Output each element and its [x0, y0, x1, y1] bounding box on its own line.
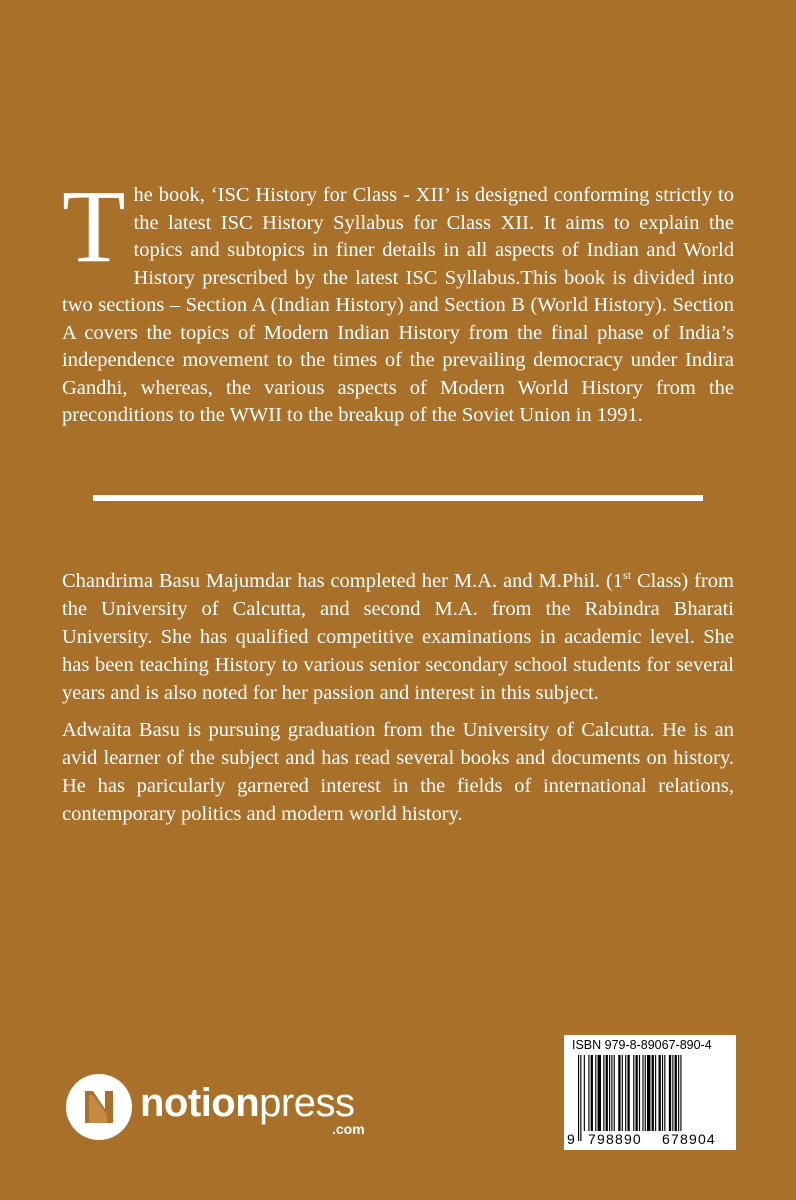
isbn-digits-right: 678904 — [662, 1131, 716, 1147]
barcode-bar — [611, 1055, 612, 1131]
barcode-bar — [675, 1055, 677, 1131]
barcode-bar — [642, 1055, 643, 1131]
barcode-bar — [664, 1055, 665, 1131]
publisher-name-bold: notion — [140, 1081, 260, 1125]
book-blurb — [62, 169, 734, 430]
isbn-label: ISBN 979-8-89067-890-4 — [572, 1038, 712, 1052]
barcode-bar — [652, 1055, 654, 1131]
barcode-bar — [627, 1055, 629, 1141]
barcode-bar — [662, 1055, 663, 1131]
notionpress-n-icon — [66, 1074, 132, 1140]
isbn-digits — [564, 1131, 736, 1149]
barcode-bar — [588, 1055, 589, 1131]
barcode-bar — [680, 1055, 681, 1141]
publisher-logo — [66, 1071, 365, 1143]
author-bio-chandrima — [62, 567, 734, 707]
publisher-name — [140, 1083, 354, 1123]
barcode-bar — [603, 1055, 604, 1131]
isbn-digits-left: 798890 — [588, 1131, 642, 1147]
barcode-bar — [595, 1055, 596, 1131]
bio1-superscript: st — [623, 568, 632, 583]
barcode-bar — [625, 1055, 626, 1131]
section-divider — [93, 495, 703, 501]
barcode-bar — [622, 1055, 623, 1131]
barcode-bar — [606, 1055, 608, 1131]
barcode-bar — [647, 1055, 650, 1131]
author-bio-adwaita: Adwaita Basu is pursuing graduation from the University of Calcutta. He is an avid learner of the subject and has read several books and documents on history. He has paricularly garnered interest in the fields of international relations, contemporary politics and modern world history. — [62, 719, 734, 825]
barcode-bar — [659, 1055, 661, 1131]
barcode-bar — [639, 1055, 640, 1131]
bio1-text-start: Chandrima Basu Majumdar has completed her M.A. and M.Phil. (1 — [62, 570, 624, 592]
isbn-digit-first: 9 — [567, 1131, 575, 1147]
barcode-bar — [672, 1055, 673, 1131]
barcode-bar — [591, 1055, 593, 1131]
barcode-bar — [633, 1055, 634, 1141]
isbn-barcode-box — [564, 1035, 736, 1150]
publisher-domain: .com — [332, 1121, 365, 1137]
barcode-bar — [645, 1055, 646, 1131]
barcode-bar — [636, 1055, 638, 1131]
barcode — [578, 1055, 728, 1141]
bio1-text-end: Class) from the University of Calcutta, and second M.A. from the Rabindra Bharati University. She has qualified competitive examinations in academic level. She has been teaching History to various senior secondary school students for several years and is also noted for her passion and interest in this subject. — [62, 570, 734, 704]
barcode-bar — [609, 1055, 610, 1131]
barcode-bar — [618, 1055, 620, 1131]
barcode-bar — [598, 1055, 601, 1131]
barcode-bar — [678, 1055, 679, 1141]
blurb-text: he book, ‘ISC History for Class - XII’ is designed conforming strictly to the latest ISC History Syllabus for Class XII. It aims to explain the topics and subtopics in finer details in all aspects of Indian and World History prescribed by the latest ISC Syllabus.This book is divided into two sections – Section A (Indian History) and Section B (World History). Section A covers the topics of Modern Indian History from the final phase of India’s independence movement to the times of the prevailing democracy under Indira Gandhi, whereas, the various aspects of Modern World History from the preconditions to the WWII to the breakup of the Soviet Union in 1991. — [62, 184, 734, 426]
barcode-bar — [580, 1055, 581, 1141]
barcode-bar — [614, 1055, 615, 1131]
publisher-name-light: press — [259, 1081, 355, 1125]
barcode-bar — [578, 1055, 579, 1141]
drop-cap: T — [62, 169, 126, 284]
barcode-bar — [584, 1055, 585, 1131]
barcode-bar — [655, 1055, 656, 1131]
barcode-bar — [669, 1055, 671, 1131]
